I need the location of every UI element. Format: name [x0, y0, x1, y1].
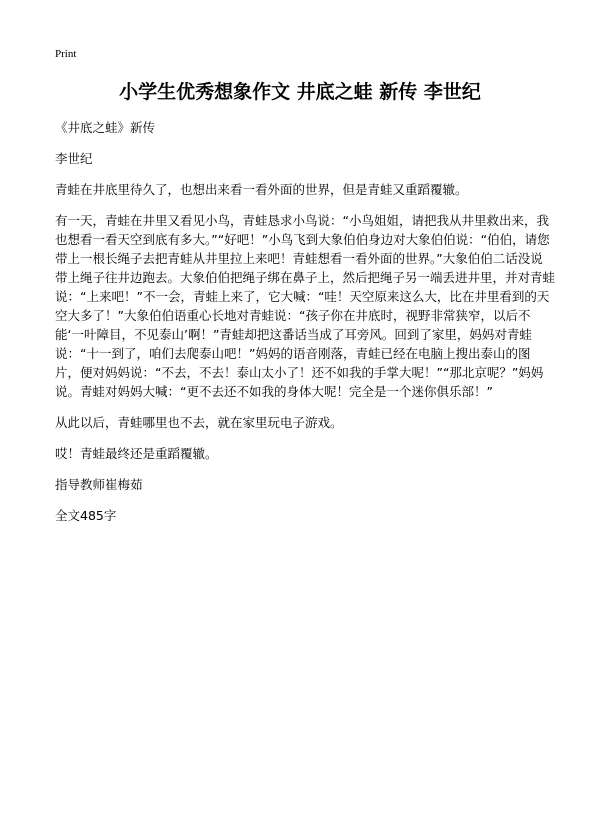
- print-link[interactable]: Print: [55, 48, 77, 60]
- paragraph-intro: 青蛙在井底里待久了，也想出来看一看外面的世界，但是青蛙又重蹈覆辙。: [55, 182, 468, 197]
- word-count: 全文485字: [55, 508, 117, 523]
- paragraph-story: 有一天，青蛙在井里又看见小鸟，青蛙恳求小鸟说：“小鸟姐姐，请把我从井里救出来，我也想看一看天空到底有多大。”“好吧！”小鸟飞到大象伯伯身边对大象伯伯说：“伯伯，请您带上一根长绳子去把青蛙从井里拉上来吧！青蛙想看一看外面的世界。”大象伯伯二话没说带上绳子往井边跑去。大象伯伯把绳子绑在鼻子上，然后把绳子另一端丢进井里，并对青蛙说：“上来吧！”不一会，青蛙上来了，它大喊：“哇！天空原来这么大，比在井里看到的天空大多了！”大象伯伯语重心长地对青蛙说：“孩子你在井底时，视野非常狭窄，以后不能‘一叶障目，不见泰山’啊！”青蛙却把这番话当成了耳旁风。回到了家里，妈妈对青蛙说：“十一到了，咱们去爬泰山吧！”妈妈的语音刚落，青蛙已经在电脑上搜出泰山的图片，便对妈妈说：“不去，不去！泰山太小了！还不如我的手掌大呢！”“那北京呢？”妈妈说。青蛙对妈妈大喊：“更不去还不如我的身体大呢！完全是一个迷你俱乐部！”: [55, 213, 556, 399]
- paragraph-conclusion: 哎！青蛙最终还是重蹈覆辙。: [55, 446, 218, 461]
- paragraph-afterwards: 从此以后，青蛙哪里也不去，就在家里玩电子游戏。: [55, 415, 343, 430]
- teacher-credit: 指导教师崔梅茹: [55, 477, 143, 492]
- article-subtitle: 《井底之蛙》新传: [55, 120, 156, 135]
- article-title: 小学生优秀想象作文 井底之蛙 新传 李世纪: [119, 81, 481, 103]
- article-author: 李世纪: [55, 151, 93, 166]
- article-body: [55, 118, 555, 537]
